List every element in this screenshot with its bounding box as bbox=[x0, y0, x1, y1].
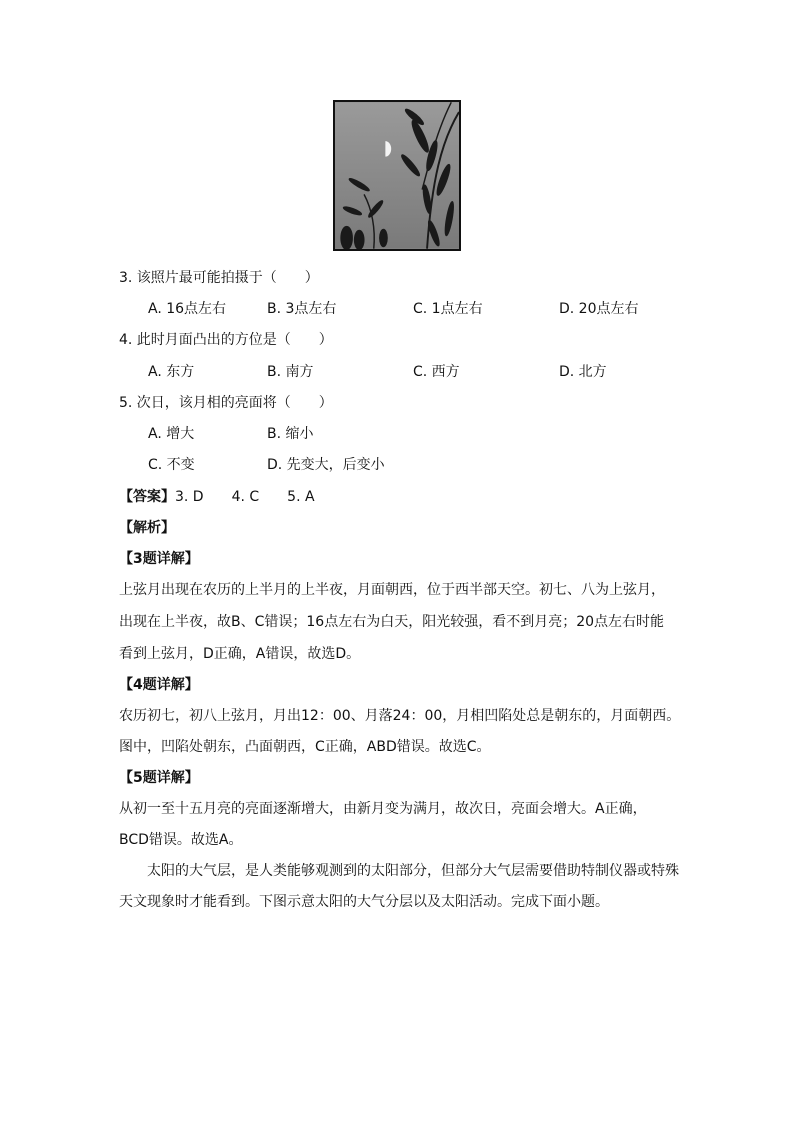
question-4-option-b: B. 南方 bbox=[267, 364, 314, 380]
question-5-option-a: A. 增大 bbox=[148, 426, 195, 442]
question-4-option-c: C. 西方 bbox=[413, 364, 460, 380]
detail-4-label: 【4题详解】 bbox=[119, 677, 199, 693]
question-4-option-d: D. 北方 bbox=[559, 364, 607, 380]
question-4-stem: 4. 此时月面凸出的方位是（ ） bbox=[119, 332, 333, 348]
detail-5-label: 【5题详解】 bbox=[119, 770, 199, 786]
moon-bamboo-photo bbox=[333, 100, 461, 251]
analysis-label: 【解析】 bbox=[119, 520, 175, 536]
detail-5-line-2: BCD错误。故选A。 bbox=[119, 832, 243, 848]
answer-line bbox=[119, 487, 315, 507]
question-5-option-c: C. 不变 bbox=[148, 457, 195, 473]
question-3-stem: 3. 该照片最可能拍摄于（ ） bbox=[119, 270, 319, 286]
question-5-stem: 5. 次日，该月相的亮面将（ ） bbox=[119, 395, 333, 411]
question-5-option-d: D. 先变大，后变小 bbox=[267, 457, 385, 473]
detail-4-line-1: 农历初七，初八上弦月，月出12：00、月落24：00，月相凹陷处总是朝东的，月面朝西。 bbox=[119, 708, 681, 724]
answer-label: 【答案】 bbox=[119, 489, 175, 505]
question-4-option-a: A. 东方 bbox=[148, 364, 195, 380]
question-3-option-d: D. 20点左右 bbox=[559, 301, 639, 317]
intro-line-1: 太阳的大气层，是人类能够观测到的太阳部分，但部分大气层需要借助特制仪器或特殊 bbox=[119, 863, 679, 879]
question-3-option-b: B. 3点左右 bbox=[267, 301, 337, 317]
detail-3-line-3: 看到上弦月，D正确，A错误，故选D。 bbox=[119, 646, 361, 662]
photo-icon bbox=[335, 102, 459, 249]
question-3-option-a: A. 16点左右 bbox=[148, 301, 227, 317]
detail-3-line-1: 上弦月出现在农历的上半月的上半夜，月面朝西，位于西半部天空。初七、八为上弦月， bbox=[119, 582, 665, 598]
detail-4-line-2: 图中，凹陷处朝东，凸面朝西，C正确，ABD错误。故选C。 bbox=[119, 739, 491, 755]
detail-3-label: 【3题详解】 bbox=[119, 551, 199, 567]
detail-3-line-2: 出现在上半夜，故B、C错误；16点左右为白天，阳光较强，看不到月亮；20点左右时能 bbox=[119, 614, 665, 630]
question-5-option-b: B. 缩小 bbox=[267, 426, 314, 442]
intro-line-2: 天文现象时才能看到。下图示意太阳的大气分层以及太阳活动。完成下面小题。 bbox=[119, 894, 609, 910]
answer-text: 3. D 4. C 5. A bbox=[175, 489, 315, 505]
detail-5-line-1: 从初一至十五月亮的亮面逐渐增大，由新月变为满月，故次日，亮面会增大。A正确， bbox=[119, 801, 647, 817]
question-3-option-c: C. 1点左右 bbox=[413, 301, 483, 317]
